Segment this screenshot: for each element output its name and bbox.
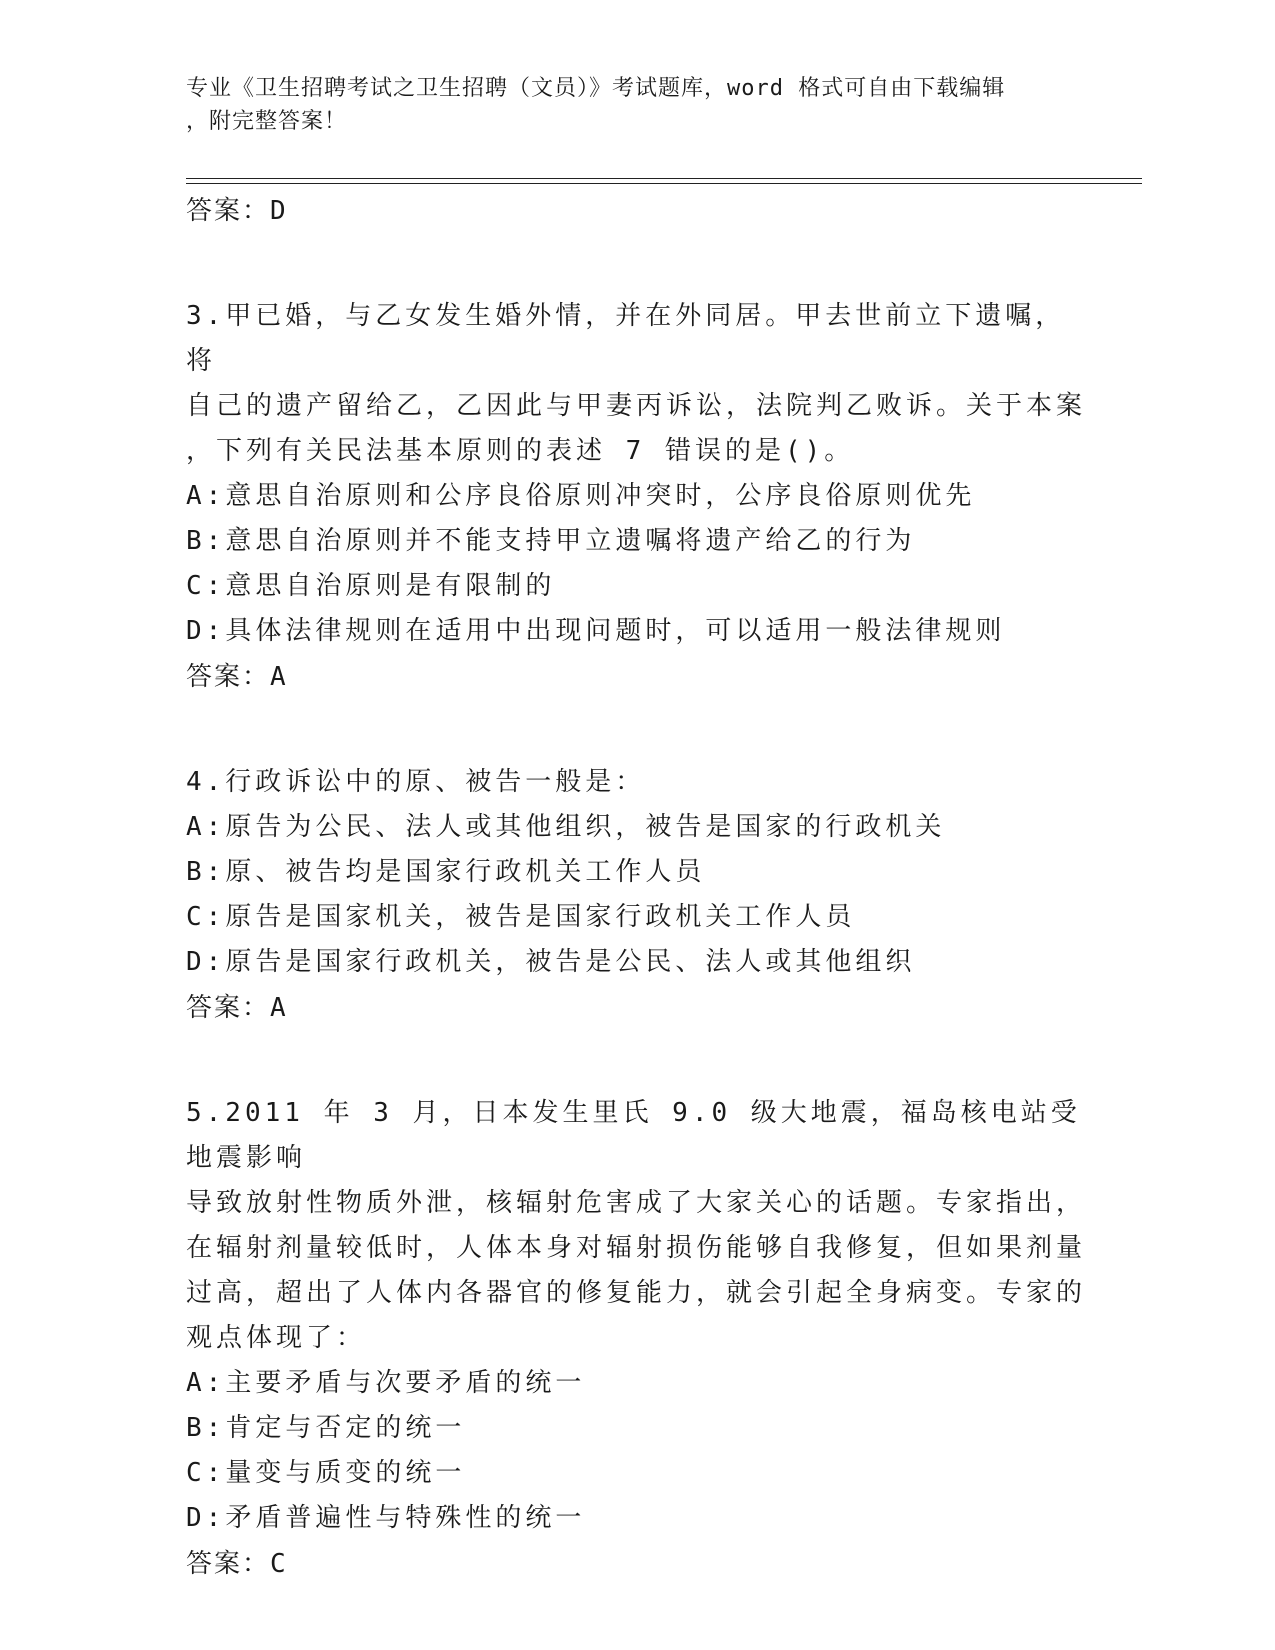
option-key: D: xyxy=(186,1503,226,1533)
option-key: D: xyxy=(186,616,226,646)
option-key: A: xyxy=(186,1368,226,1398)
question-stem: 3.甲已婚，与乙女发生婚外情，并在外同居。甲去世前立下遗嘱，将 自己的遗产留给乙，乙因此与甲妻丙诉讼，法院判乙败诉。关于本案 ，下列有关民法基本原则的表述 7 错误的是()。 xyxy=(186,301,1087,466)
option-text: 具体法律规则在适用中出现问题时，可以适用一般法律规则 xyxy=(225,616,1006,646)
header-title-line-2: ，附完整答案！ xyxy=(186,109,348,134)
option-a xyxy=(186,805,1086,850)
question-item xyxy=(186,188,1086,234)
question-stem: 4.行政诉讼中的原、被告一般是： xyxy=(186,767,646,797)
option-c xyxy=(186,564,1086,609)
question-list xyxy=(186,188,1086,1587)
spacer xyxy=(186,234,1086,294)
option-text: 矛盾普遍性与特殊性的统一 xyxy=(225,1503,586,1533)
option-text: 量变与质变的统一 xyxy=(225,1458,466,1488)
option-text: 意思自治原则并不能支持甲立遗嘱将遗产给乙的行为 xyxy=(225,526,916,556)
option-b xyxy=(186,519,1086,564)
option-key: B: xyxy=(186,857,226,887)
question-item xyxy=(186,1091,1086,1587)
option-d xyxy=(186,940,1086,985)
question-item xyxy=(186,760,1086,1031)
option-a xyxy=(186,474,1086,519)
option-key: B: xyxy=(186,1413,226,1443)
option-key: C: xyxy=(186,571,226,601)
answer-line: 答案：C xyxy=(186,1549,288,1579)
option-text: 意思自治原则和公序良俗原则冲突时，公序良俗原则优先 xyxy=(225,481,976,511)
header-divider xyxy=(186,178,1142,184)
option-text: 原告是国家行政机关，被告是公民、法人或其他组织 xyxy=(225,947,916,977)
option-key: A: xyxy=(186,481,226,511)
option-text: 原告是国家机关，被告是国家行政机关工作人员 xyxy=(225,902,856,932)
option-c xyxy=(186,895,1086,940)
option-key: C: xyxy=(186,1458,226,1488)
document-header xyxy=(186,72,1066,138)
option-text: 意思自治原则是有限制的 xyxy=(225,571,556,601)
answer-line: 答案：A xyxy=(186,993,288,1023)
question-item xyxy=(186,294,1086,700)
answer-line: 答案：A xyxy=(186,662,288,692)
option-text: 主要矛盾与次要矛盾的统一 xyxy=(225,1368,586,1398)
spacer xyxy=(186,1031,1086,1091)
spacer xyxy=(186,700,1086,760)
option-text: 肯定与否定的统一 xyxy=(225,1413,466,1443)
option-key: D: xyxy=(186,947,226,977)
option-d xyxy=(186,1496,1086,1541)
option-b xyxy=(186,1406,1086,1451)
option-text: 原、被告均是国家行政机关工作人员 xyxy=(225,857,706,887)
option-text: 原告为公民、法人或其他组织，被告是国家的行政机关 xyxy=(225,812,946,842)
option-key: C: xyxy=(186,902,226,932)
option-key: B: xyxy=(186,526,226,556)
option-b xyxy=(186,850,1086,895)
option-key: A: xyxy=(186,812,226,842)
option-d xyxy=(186,609,1086,654)
option-a xyxy=(186,1361,1086,1406)
option-c xyxy=(186,1451,1086,1496)
header-title-line-1: 专业《卫生招聘考试之卫生招聘（文员）》考试题库，word 格式可自由下载编辑 xyxy=(186,76,1006,101)
question-stem: 5.2011 年 3 月，日本发生里氏 9.0 级大地震，福岛核电站受地震影响 导致放射性物质外泄，核辐射危害成了大家关心的话题。专家指出， 在辐射剂量较低时，人体本身对辐射损伤能够自我修复，但如果剂量 过高，超出了人体内各器官的修复能力，就会引起全身病变。专家的 观点体现了： xyxy=(186,1098,1087,1353)
answer-line: 答案：D xyxy=(186,196,288,226)
